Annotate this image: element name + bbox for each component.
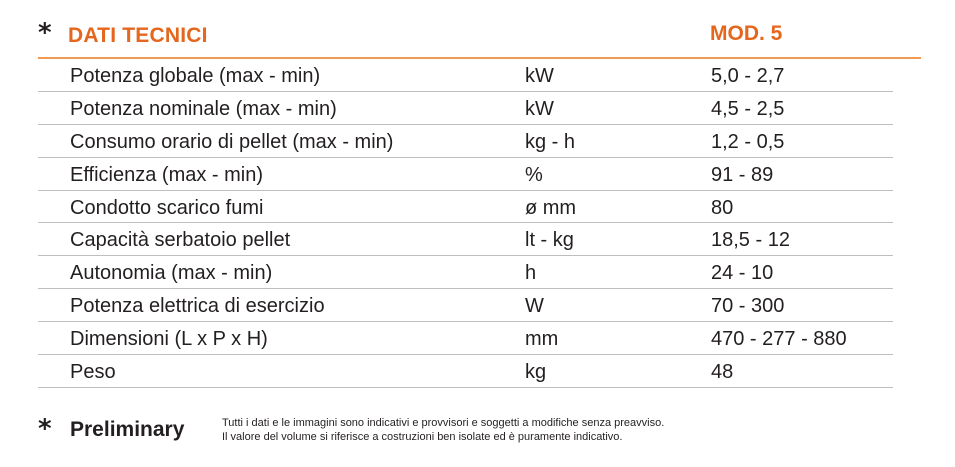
spec-unit: kg - h xyxy=(525,130,576,153)
spec-unit: kg xyxy=(525,361,547,384)
spec-unit: kW xyxy=(525,97,554,120)
spec-table xyxy=(38,59,893,388)
spec-header xyxy=(0,0,955,58)
section-title: DATI TECNICI xyxy=(68,24,208,47)
spec-unit: W xyxy=(525,295,544,318)
preliminary-label: Preliminary xyxy=(70,418,185,441)
spec-label: Potenza nominale (max - min) xyxy=(70,97,337,120)
spec-label: Autonomia (max - min) xyxy=(70,262,273,285)
spec-value: 48 xyxy=(711,361,734,384)
model-label: MOD. 5 xyxy=(710,22,783,45)
spec-value: 470 - 277 - 880 xyxy=(711,328,847,351)
spec-label: Potenza globale (max - min) xyxy=(70,65,321,87)
table-row xyxy=(38,289,893,322)
spec-unit: lt - kg xyxy=(525,229,574,252)
table-row xyxy=(38,256,893,289)
table-row xyxy=(38,92,893,125)
spec-label: Peso xyxy=(70,361,116,384)
disclaimer-line: Il valore del volume si riferisce a costruzioni ben isolate ed è puramente indicativo. xyxy=(222,431,623,443)
spec-label: Consumo orario di pellet (max - min) xyxy=(70,130,394,153)
spec-value: 18,5 - 12 xyxy=(711,229,790,252)
spec-unit: h xyxy=(525,262,537,285)
spec-unit: kW xyxy=(525,65,554,87)
spec-unit: ø mm xyxy=(525,196,577,219)
spec-label: Condotto scarico fumi xyxy=(70,196,264,219)
table-row xyxy=(38,191,893,224)
spec-value: 91 - 89 xyxy=(711,163,774,186)
table-row xyxy=(38,355,893,388)
table-row xyxy=(38,158,893,191)
asterisk-icon: * xyxy=(38,414,52,444)
spec-value: 4,5 - 2,5 xyxy=(711,97,785,120)
spec-value: 70 - 300 xyxy=(711,295,785,318)
spec-label: Potenza elettrica di esercizio xyxy=(70,295,325,318)
spec-value: 24 - 10 xyxy=(711,262,774,285)
disclaimer-line: Tutti i dati e le immagini sono indicativi e provvisori e soggetti a modifiche senza preavviso. xyxy=(222,417,665,429)
spec-unit: mm xyxy=(525,328,559,351)
asterisk-icon: * xyxy=(38,18,52,48)
spec-label: Dimensioni (L x P x H) xyxy=(70,328,268,351)
table-row xyxy=(38,322,893,355)
spec-unit: % xyxy=(525,163,543,186)
table-row xyxy=(38,59,893,92)
spec-label: Capacità serbatoio pellet xyxy=(70,229,291,252)
spec-value: 5,0 - 2,7 xyxy=(711,65,785,87)
disclaimer-notes xyxy=(222,416,664,444)
spec-value: 1,2 - 0,5 xyxy=(711,130,785,153)
spec-label: Efficienza (max - min) xyxy=(70,163,264,186)
table-row xyxy=(38,125,893,158)
table-row xyxy=(38,223,893,256)
spec-value: 80 xyxy=(711,196,734,219)
